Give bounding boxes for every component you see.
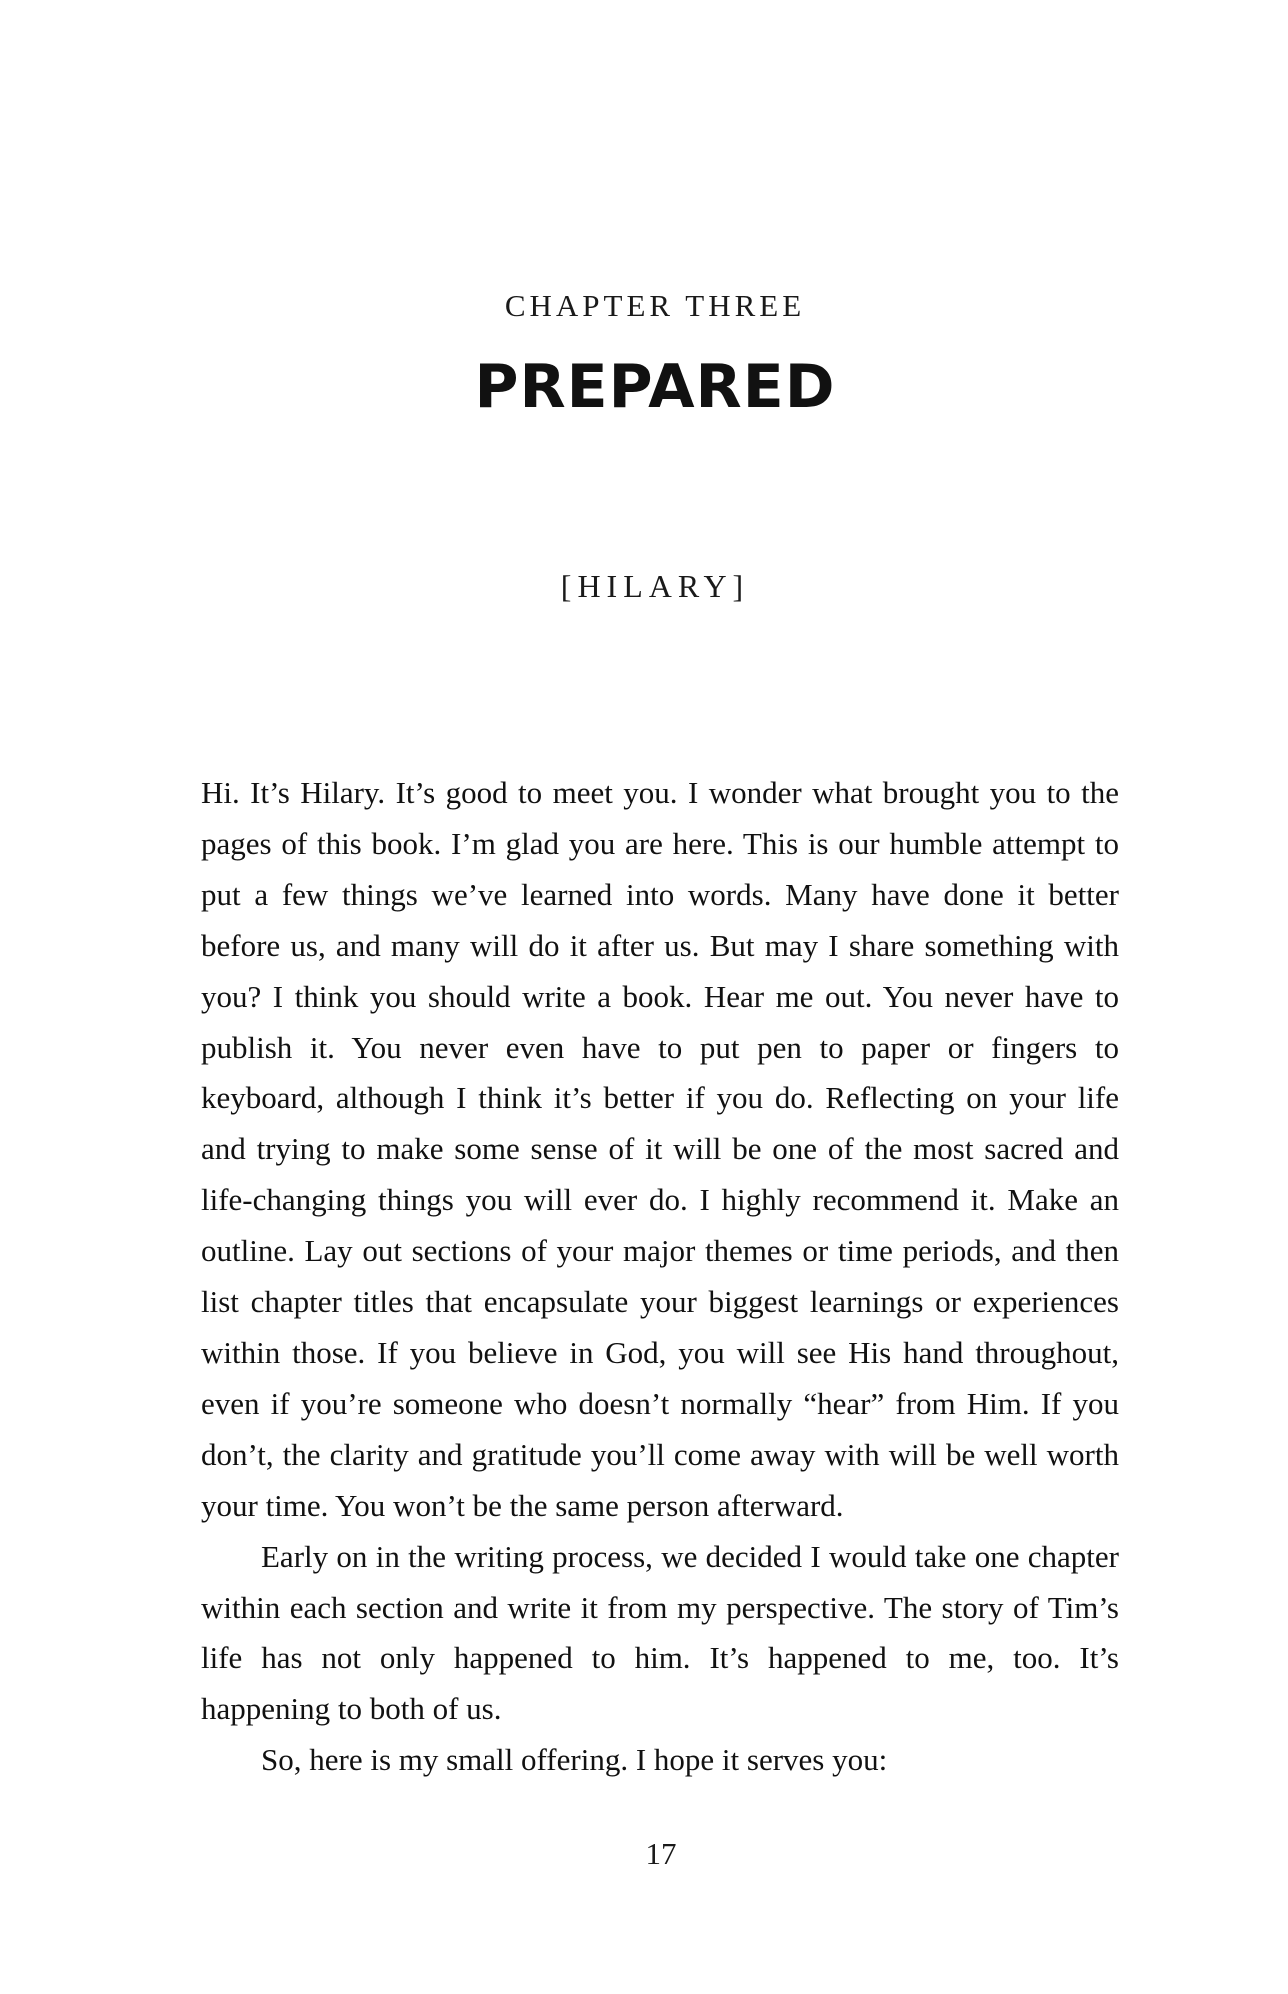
page-number: 17 [645,1836,677,1871]
paragraph-2: Early on in the writing process, we decided I would take one chapter within each section and write it from my perspective. The story of Tim’s life has not only happened to him. It’s happened to me, too. It’s happening to both of us. [201,1538,1119,1727]
chapter-label: CHAPTER THREE [504,288,806,323]
paragraph-3: So, here is my small offering. I hope it serves you: [261,1742,888,1778]
chapter-title: PREPARED [474,352,836,422]
author-tag: [HILARY] [560,568,750,604]
chapter-body [201,768,1119,1786]
paragraph-1: Hi. It’s Hilary. It’s good to meet you. I wonder what brought you to the pages of this book. I’m glad you are here. This is our humble attempt to put a few things we’ve learned into words. Many have done it better before us, and many will do it after us. But may I share something with you? I think you should write a book. Hear me out. You never have to publish it. You never even have to put pen to paper or fingers to keyboard, although I think it’s better if you do. Reflecting on your life and trying to make some sense of it will be one of the most sacred and life-changing things you will ever do. I highly recommend it. Make an outline. Lay out sections of your major themes or time periods, and then list chapter titles that encapsulate your biggest learnings or experiences within those. If you believe in God, you will see His hand throughout, even if you’re someone who doesn’t normally “hear” from Him. If you don’t, the clarity and gratitude you’ll come away with will be well worth your time. You won’t be the same person afterward. [201,775,1119,1523]
